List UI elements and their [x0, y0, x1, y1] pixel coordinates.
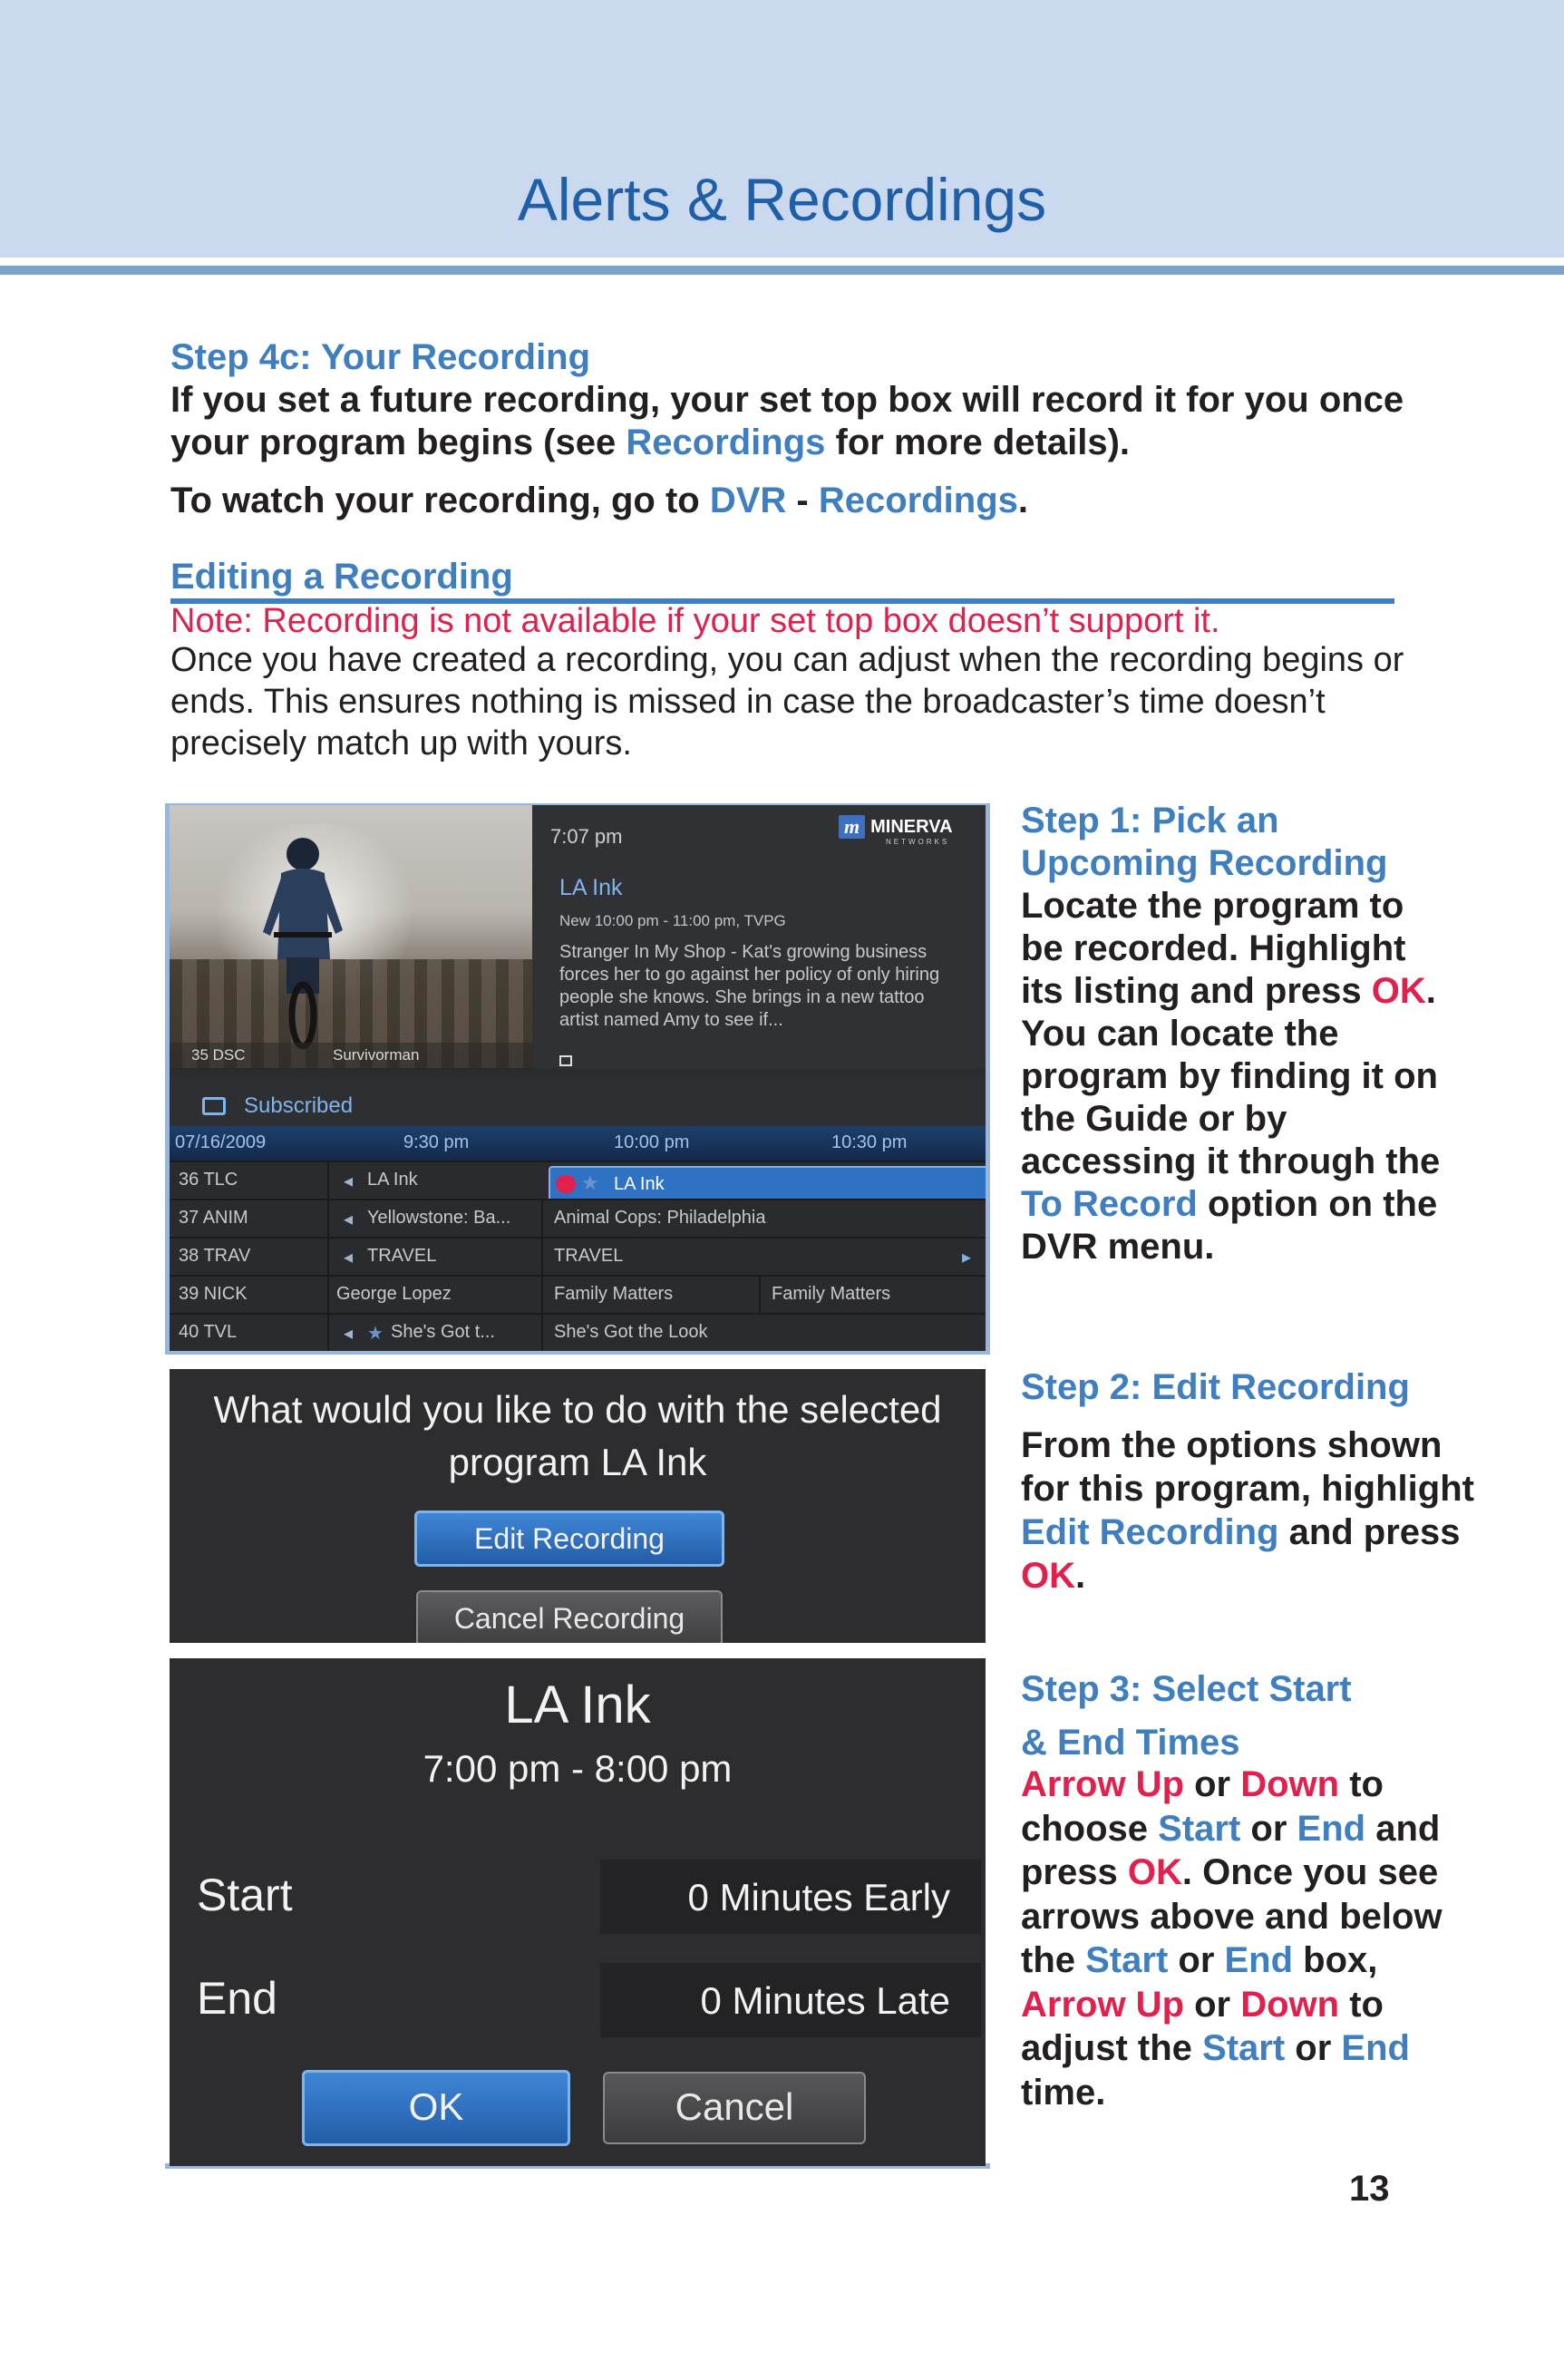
row-divider	[541, 1277, 543, 1313]
step2-text: and press	[1278, 1512, 1461, 1552]
row-divider	[327, 1315, 329, 1351]
program-time: New 10:00 pm - 11:00 pm, TVPG	[559, 912, 786, 929]
options-dialog-screen	[170, 1369, 986, 1643]
step1-text: Locate the program to be recorded. Highlight its listing and press	[1021, 886, 1406, 1011]
step4c-text: To watch your recording, go to	[170, 481, 710, 520]
logo-subtext: NETWORKS	[886, 838, 950, 846]
end-link[interactable]: End	[1341, 2028, 1410, 2068]
left-arrow-icon: ◂	[344, 1248, 354, 1268]
step3-heading	[1021, 1663, 1352, 1770]
step3-body	[1021, 1763, 1456, 2114]
row-divider	[327, 1200, 329, 1237]
program-cell[interactable]: She's Got the Look	[554, 1322, 708, 1342]
video-channel: 35 DSC	[191, 1046, 246, 1064]
step4c-heading: Step 4c: Your Recording	[170, 337, 591, 377]
guide-row[interactable]	[170, 1313, 986, 1349]
guide-date: 07/16/2009	[175, 1132, 267, 1152]
cyclist-image	[247, 823, 355, 1050]
row-divider	[541, 1200, 543, 1237]
to-record-link[interactable]: To Record	[1021, 1184, 1198, 1224]
record-icon	[556, 1175, 576, 1193]
recordings-link[interactable]: Recordings	[818, 481, 1018, 520]
video-caption	[170, 1043, 532, 1070]
step1-text: option on the DVR menu.	[1021, 1184, 1438, 1267]
step1-heading-line: Step 1: Pick an	[1021, 801, 1279, 840]
channel-label: 37 ANIM	[179, 1208, 248, 1228]
editing-heading: Editing a Recording	[170, 557, 513, 597]
recordings-link[interactable]: Recordings	[626, 423, 826, 462]
or-text: or	[1184, 1984, 1241, 2025]
guide-time-slot: 9:30 pm	[403, 1132, 470, 1152]
video-show: Survivorman	[333, 1046, 420, 1064]
end-link[interactable]: End	[1224, 1940, 1294, 1980]
start-link[interactable]: Start	[1202, 2028, 1286, 2068]
step3-text: and press	[1021, 1808, 1441, 1892]
period: .	[1017, 481, 1028, 520]
arrow-up-label: Arrow Up	[1021, 1984, 1184, 2025]
edit-recording-link[interactable]: Edit Recording	[1021, 1512, 1279, 1552]
program-cell[interactable]: Animal Cops: Philadelphia	[554, 1208, 766, 1228]
or-text: or	[1184, 1764, 1241, 1804]
guide-row[interactable]	[170, 1199, 986, 1235]
recording-time: 7:00 pm - 8:00 pm	[423, 1747, 733, 1790]
step1-body	[1021, 885, 1447, 1268]
ok-key-label: OK	[1127, 1852, 1182, 1892]
step3-text: . Once you see arrows above and below the	[1021, 1852, 1443, 1980]
start-link[interactable]: Start	[1085, 1940, 1169, 1980]
step1-text: . You can locate the program by finding it on the Guide or by accessing it through the	[1021, 971, 1441, 1181]
page-title: Alerts & Recordings	[517, 166, 1047, 233]
end-link[interactable]: End	[1297, 1808, 1366, 1849]
header-divider	[0, 266, 1564, 275]
left-arrow-icon: ◂	[344, 1209, 354, 1229]
guide-time-slot: 10:30 pm	[831, 1132, 908, 1152]
logo-text: MINERVA	[870, 816, 953, 837]
tv-icon	[202, 1097, 226, 1115]
step2-text: From the options shown for this program, highlight	[1021, 1425, 1474, 1509]
channel-label: 39 NICK	[179, 1284, 248, 1304]
step3-text: to adjust the	[1021, 1984, 1384, 2068]
row-divider	[327, 1162, 329, 1199]
editing-note: Note: Recording is not available if your set top box doesn’t support it.	[170, 602, 1220, 640]
end-selector[interactable]	[600, 1963, 981, 2037]
row-divider	[327, 1277, 329, 1313]
subscribed-label: Subscribed	[244, 1093, 354, 1118]
recording-title: LA Ink	[504, 1676, 651, 1734]
start-selector[interactable]	[600, 1860, 981, 1934]
down-label: Down	[1240, 1984, 1340, 2025]
step2-heading: Step 2: Edit Recording	[1021, 1367, 1410, 1407]
step3-heading-line: & End Times	[1021, 1723, 1240, 1763]
guide-row[interactable]	[170, 1275, 986, 1311]
edit-times-screen	[170, 1658, 986, 2166]
program-cell[interactable]: TRAVEL	[554, 1246, 624, 1266]
guide-header	[170, 1126, 986, 1161]
left-arrow-icon: ◂	[344, 1324, 354, 1344]
clock: 7:07 pm	[550, 825, 623, 848]
program-description: Stranger In My Shop - Kat's growing business forces her to go against her policy of only hiring people she knows. She brings in a new tattoo artist named Amy to see if...	[559, 942, 940, 1030]
dvr-link[interactable]: DVR	[709, 481, 787, 520]
header-divider-white	[0, 257, 1564, 263]
start-label: Start	[197, 1870, 293, 1920]
left-arrow-icon: ◂	[344, 1171, 354, 1191]
step3-text: time.	[1021, 2072, 1106, 2113]
separator-text: -	[786, 481, 819, 520]
row-divider	[541, 1315, 543, 1351]
guide-row[interactable]	[170, 1237, 986, 1273]
row-divider	[541, 1239, 543, 1275]
step4c-text: for more details).	[825, 423, 1131, 462]
start-link[interactable]: Start	[1158, 1808, 1241, 1849]
page-number: 13	[1349, 2169, 1390, 2209]
ok-key-label: OK	[1021, 1556, 1075, 1596]
step4c-paragraph-1	[170, 379, 1476, 464]
guide-time-slot: 10:00 pm	[614, 1132, 690, 1152]
program-cell-label: LA Ink	[614, 1174, 665, 1194]
edit-recording-button[interactable]: Edit Recording	[414, 1511, 724, 1567]
end-label: End	[197, 1973, 277, 2024]
dialog-question-line: What would you like to do with the selected	[213, 1388, 942, 1431]
logo-mark: m	[839, 815, 865, 839]
guide-screen	[170, 805, 986, 1351]
right-arrow-icon: ▸	[962, 1248, 972, 1268]
or-text: or	[1240, 1808, 1297, 1849]
star-icon: ★	[367, 1324, 384, 1344]
start-value: 0 Minutes Early	[687, 1876, 950, 1919]
step1-heading	[1021, 800, 1387, 885]
program-cell[interactable]: She's Got t...	[391, 1322, 495, 1342]
or-text: or	[1285, 2028, 1342, 2068]
dialog-question-line: program LA Ink	[448, 1441, 707, 1483]
step1-heading-line: Upcoming Recording	[1021, 843, 1388, 883]
program-cell[interactable]: George Lopez	[336, 1284, 452, 1304]
period: .	[1075, 1556, 1086, 1596]
step3-text: to choose	[1021, 1764, 1384, 1849]
row-divider	[759, 1277, 761, 1313]
row-divider	[327, 1239, 329, 1275]
program-title: LA Ink	[559, 875, 623, 900]
ok-button[interactable]: OK	[302, 2070, 570, 2146]
program-cell[interactable]: Family Matters	[772, 1284, 891, 1304]
cancel-button[interactable]: Cancel	[603, 2072, 866, 2144]
dialog-question	[170, 1384, 986, 1489]
or-text: or	[1168, 1940, 1225, 1980]
channel-label: 40 TVL	[179, 1322, 238, 1342]
step2-body	[1021, 1423, 1474, 1598]
info-icon	[559, 1055, 572, 1066]
video-preview	[170, 805, 532, 1068]
ok-key-label: OK	[1371, 971, 1426, 1011]
minerva-logo	[839, 814, 953, 840]
program-cell[interactable]: LA Ink	[367, 1170, 418, 1190]
channel-label: 38 TRAV	[179, 1246, 251, 1266]
star-icon: ★	[581, 1171, 599, 1194]
editing-body: Once you have created a recording, you can adjust when the recording begins or ends. This ensures nothing is missed in case the broadcaster’s time doesn’t precisely match up with yours.	[170, 641, 1404, 763]
program-cell[interactable]: Family Matters	[554, 1284, 674, 1304]
down-label: Down	[1240, 1764, 1340, 1804]
end-value: 0 Minutes Late	[700, 1979, 950, 2022]
program-cell[interactable]: TRAVEL	[367, 1246, 437, 1266]
channel-label: 36 TLC	[179, 1170, 238, 1190]
arrow-up-label: Arrow Up	[1021, 1764, 1184, 1804]
step3-heading-line: Step 3: Select Start	[1021, 1669, 1352, 1709]
step3-text: box,	[1293, 1940, 1378, 1980]
step4c-text: If you set a future recording, your set top box will record it for you once your program begins (see	[170, 380, 1404, 462]
program-cell[interactable]: Yellowstone: Ba...	[367, 1208, 511, 1228]
cancel-recording-button[interactable]: Cancel Recording	[416, 1590, 723, 1643]
step4c-paragraph-2	[170, 480, 1476, 522]
